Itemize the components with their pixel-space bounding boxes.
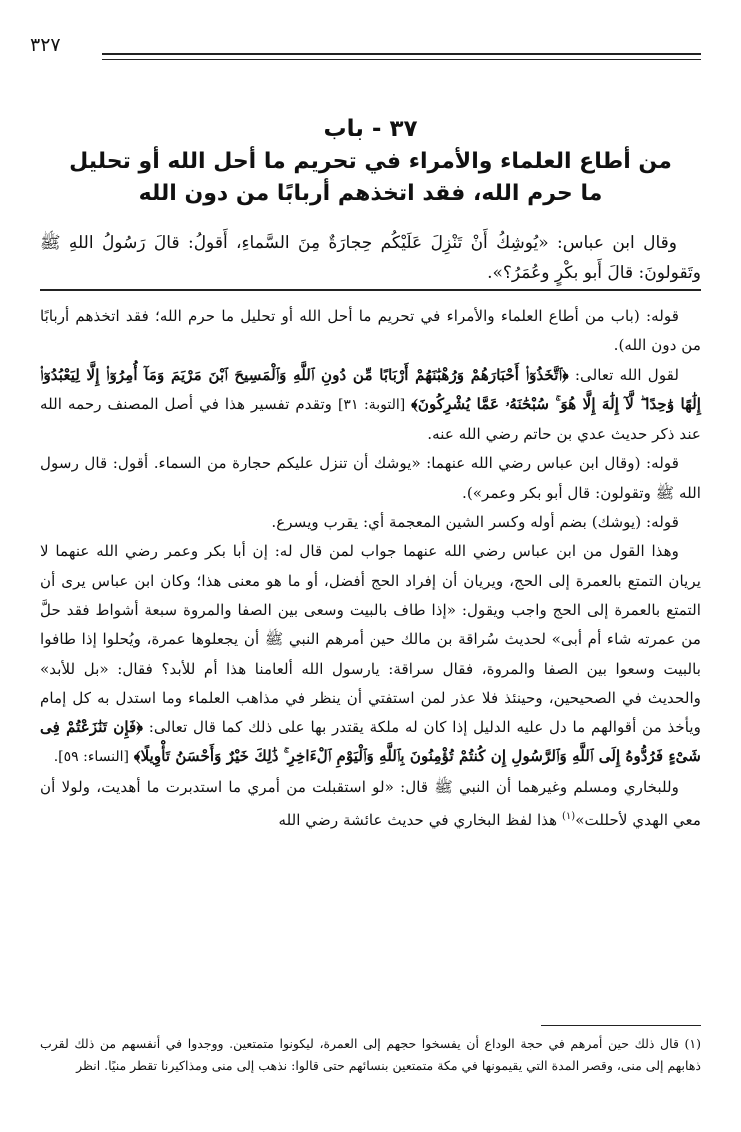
footnote-marker: (١) [562,811,576,823]
main-text-paragraph: وقال ابن عباس: «يُوشِكُ أَنْ تَنْزِلَ عَلَيْكُم حِجارَةٌ مِنَ السَّماءِ، أَقولُ: قالَ رَسُولُ اللهِ ﷺ وتَقولونَ: قالَ أَبو بكْرٍ وعُمَرُ؟». [40,233,701,283]
page-number: ٣٢٧ [30,34,61,56]
commentary-paragraph-2 [40,361,701,450]
commentary-text: وتقدم تفسير هذا في أصل المصنف رحمه الله عند ذكر حديث عدي بن حاتم رضي الله عنه. [40,394,701,444]
verse-intro: لقول الله تعالى: [568,365,679,384]
chapter-heading [60,112,681,210]
commentary-text: هذا لفظ البخاري في حديث عائشة رضي الله [278,811,563,830]
commentary-paragraph-4: قوله: (يوشك) بضم أوله وكسر الشين المعجمة أي: يقرب ويسرع. [271,513,679,532]
commentary-text: وهذا القول من ابن عباس رضي الله عنهما جواب لمن قال له: إن أبا بكر وعمر رضي الله عنهما لا يريان التمتع بالعمرة إلى الحج، ويريان أن إفراد الحج أفضل، أو ما هو معنى هذا؛ وكان ابن عباس يرى أن التمتع بالعمرة إلى الحج واجب ويقول: «إذا طاف بالبيت وسعى بين الصفا والمروة سبعة أشواط فقد حلَّ من عمرته شاء أم أبى» لحديث سُراقة بن مالك حين أمرهم النبي ﷺ أن يجعلوها عمرة، ويُحلوا إذا طافوا بالبيت وسعوا بين الصفا والمروة، فقال سراقة: يارسول الله ألعامنا هذا أم للأبد؟ فقال: «بل للأبد» والحديث في الصحيحين، وحينئذ فلا عذر لمن استفتي أن ينظر في مذاهب العلماء وما استدل به كل إمام ويأخذ من أقوالهم ما دل عليه الدليل إذا كان له ملكة يقتدر بها على ذلك كما قال تعالى: [40,542,701,737]
commentary-paragraph-5 [40,537,701,772]
chapter-number: ٣٧ - باب [323,116,418,142]
main-divider [40,289,701,291]
footnote [40,1033,701,1077]
commentary-paragraph-3: قوله: (وقال ابن عباس رضي الله عنهما: «يوشك أن تنزل عليكم حجارة من السماء. أقول: قال رسول الله ﷺ وتقولون: قال أبو بكر وعمر»). [40,454,701,502]
verse-reference: [التوبة: ٣١] [337,396,406,413]
commentary-text: وللبخاري ومسلم وغيرهما أن النبي ﷺ قال: «لو استقبلت من أمري ما استدبرت ما أهديت، ولولا أن معي الهدي لأحللت» [40,777,701,830]
commentary-paragraph-6 [40,773,701,836]
commentary-paragraph-1: قوله: (باب من أطاع العلماء والأمراء في تحريم ما أحل الله أو تحليل ما حرم الله؛ فقد اتخذهم أربابًا من دون الله). [40,307,701,355]
footnote-rule [541,1025,701,1026]
footnote-text: (١) قال ذلك حين أمرهم في حجة الوداع أن يفسخوا حجهم إلى العمرة، ليكونوا متمتعين. ووجدوا في أنفسهم من ذلك لقرب ذهابهم إلى منى، وقصر المدة التي يقيمونها في مكة متمتعين بنسائهم حتى قالوا: نذهب إلى منى ومذاكيرنا تقطر منيًا. انظر [40,1036,701,1073]
verse-reference: [النساء: ٥٩]. [53,749,130,766]
chapter-title-line2: ما حرم الله، فقد اتخذهم أربابًا من دون الله [138,181,603,206]
commentary [40,302,701,835]
quran-verse-tawbah: ﴿ٱتَّخَذُوٓا۟ أَحْبَارَهُمْ وَرُهْبَٰنَهُمْ أَرْبَابًا مِّن دُونِ ٱللَّهِ وَٱلْمَسِيحَ ٱبْنَ مَرْيَمَ وَمَآ أُمِرُوٓا۟ إِلَّا لِيَعْبُدُوٓا۟ إِلَٰهًا وَٰحِدًا ۖ لَّآ إِلَٰهَ إِلَّا هُوَ ۚ سُبْحَٰنَهُۥ عَمَّا يُشْرِكُونَ﴾ [40,365,702,413]
chapter-title-line1: من أطاع العلماء والأمراء في تحريم ما أحل الله أو تحليل [69,149,672,174]
header-rule [102,53,701,60]
main-text [40,228,701,288]
quran-verse-nisa: ﴿فَإِن تَنَٰزَعْتُمْ فِى شَىْءٍ فَرُدُّوهُ إِلَى ٱللَّهِ وَٱلرَّسُولِ إِن كُنتُمْ تُؤْمِنُونَ بِٱللَّهِ وَٱلْيَوْمِ ٱلْءَاخِرِ ۚ ذَٰلِكَ خَيْرٌ وَأَحْسَنُ تَأْوِيلًا﴾ [40,718,701,766]
